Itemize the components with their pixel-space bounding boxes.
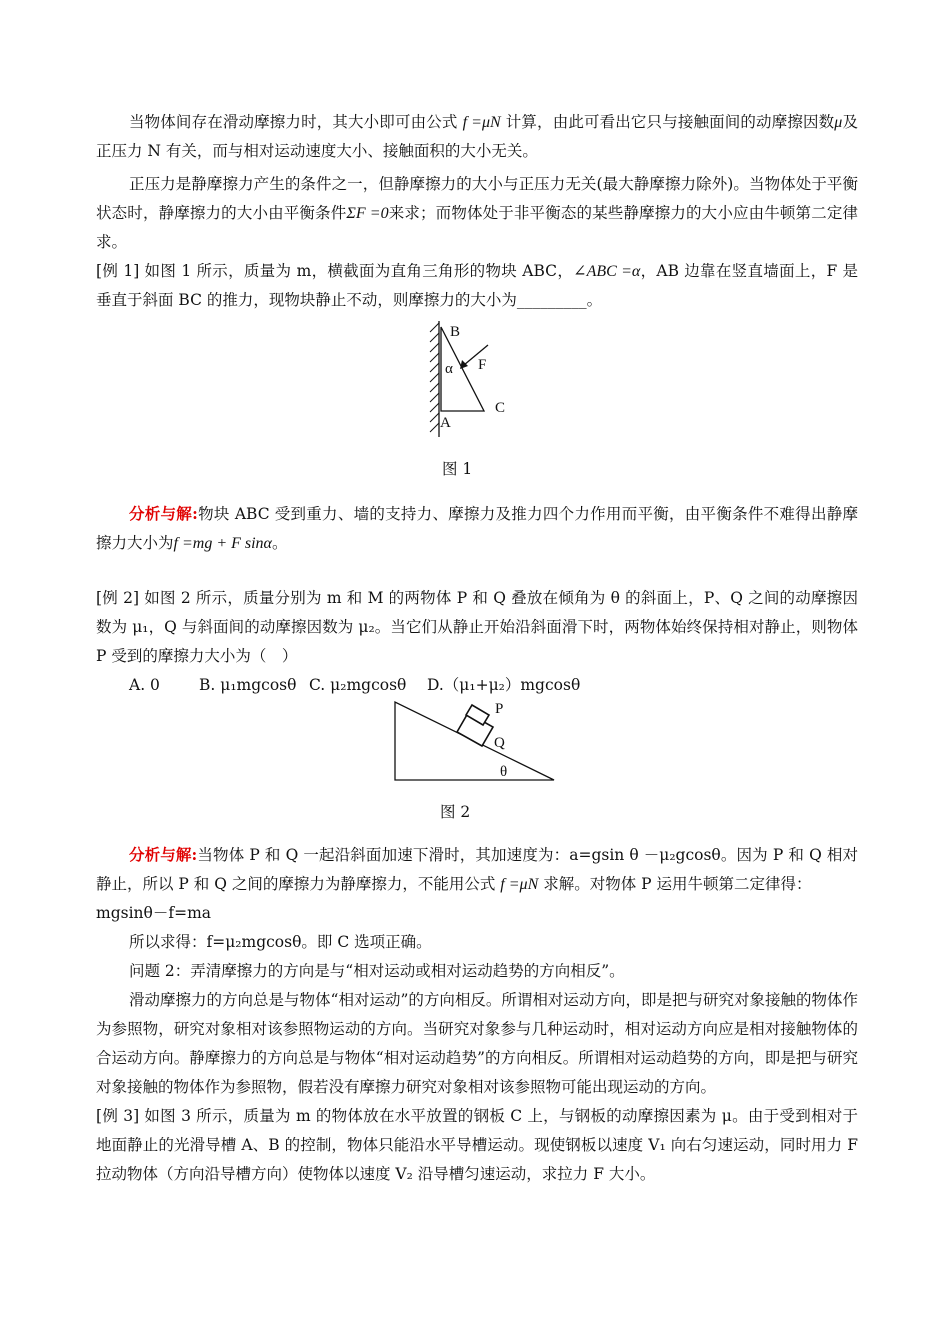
analysis-2-result: 所以求得：f=μ₂mgcosθ。即 C 选项正确。	[129, 933, 432, 951]
figure-1-diagram	[96, 315, 858, 497]
analysis-2: 分析与解:当物体 P 和 Q 一起沿斜面加速下滑时，其加速度为：a=gsin θ －μ₂gcosθ。因为 P 和 Q 相对静止，所以 P 和 Q 之间的摩擦力为静摩擦力，不能用公式 f =μN 求解。对物体 P 运用牛顿第二定律得：	[96, 845, 858, 893]
label-a: A	[440, 415, 451, 431]
figure-2-diagram	[96, 700, 858, 840]
label-f: F	[478, 357, 487, 373]
analysis-1: 分析与解:物块 ABC 受到重力、墙的支持力、摩擦力及推力四个力作用而平衡，由平衡条件不难得出静摩擦力大小为f =mg + F sinα。	[96, 504, 858, 552]
figure-1	[96, 315, 858, 497]
option-b: B. μ₁mgcosθ	[199, 676, 297, 694]
paragraph-friction-direction: 滑动摩擦力的方向总是与物体“相对运动”的方向相反。所谓相对运动方向，即是把与研究对象接触的物体作为参照物，研究对象相对该参照物运动的方向。当研究对象参与几种运动时，相对运动方向应是相对接触物体的合运动方向。静摩擦力的方向总是与物体“相对运动趋势”的方向相反。所谓相对运动趋势的方向，即是把与研究对象接触的物体作为参照物，假若没有摩擦力研究对象相对该参照物可能出现运动的方向。	[96, 991, 858, 1096]
paragraph-sliding-friction: 当物体间存在滑动摩擦力时，其大小即可由公式 f =μN 计算，由此可看出它只与接触面间的动摩擦因数μ及正压力 N 有关，而与相对运动速度大小、接触面积的大小无关。	[96, 113, 858, 160]
formula-f-mu-n-2: f =μN	[500, 876, 539, 893]
symbol-mu: μ	[834, 114, 843, 131]
label-b: B	[450, 324, 461, 340]
force-arrowhead	[460, 360, 468, 369]
label-alpha: α	[445, 361, 453, 377]
equation-newton: mgsinθ－f=ma	[96, 904, 212, 922]
analysis-label: 分析与解:	[129, 504, 198, 523]
formula-angle-abc: ∠ABC =α	[573, 263, 641, 280]
figure-1-caption: 图 1	[442, 460, 473, 478]
analysis-label-2: 分析与解:	[129, 845, 198, 864]
option-c: C. μ₂mgcosθ	[309, 676, 407, 694]
answer-options	[96, 671, 858, 700]
document-page	[96, 108, 858, 1189]
paragraph-static-friction: 正压力是静摩擦力产生的条件之一，但静摩擦力的大小与正压力无关(最大静摩擦力除外)。当物体处于平衡状态时，静摩擦力的大小由平衡条件ΣF =0来求；而物体处于非平衡态的某些静摩擦力的大小应由牛顿第二定律求。	[96, 175, 858, 251]
label-q: Q	[494, 735, 505, 751]
formula-static-friction: f =mg + F sinα	[173, 535, 272, 552]
figure-2	[96, 700, 858, 840]
wall-hatching	[430, 323, 439, 432]
option-d: D.（μ₁+μ₂）mgcosθ	[427, 676, 581, 694]
label-p: P	[495, 701, 504, 717]
example-3: [例 3] 如图 3 所示，质量为 m 的物体放在水平放置的钢板 C 上，与钢板的动摩擦因素为 μ。由于受到相对于地面静止的光滑导槽 A、B 的控制，物体只能沿水平导槽运动。现使钢板以速度 V₁ 向右匀速运动，同时用力 F 拉动物体（方向沿导槽方向）使物体以速度 V₂ 沿导槽匀速运动，求拉力 F 大小。	[96, 1107, 858, 1183]
example-2: [例 2] 如图 2 所示，质量分别为 m 和 M 的两物体 P 和 Q 叠放在倾角为 θ 的斜面上，P、Q 之间的动摩擦因数为 μ₁，Q 与斜面间的动摩擦因数为 μ₂。当它们从静止开始沿斜面滑下时，两物体始终保持相对静止，则物体 P 受到的摩擦力大小为（ ）	[96, 589, 858, 665]
option-a: A. 0	[129, 676, 160, 694]
formula-f-mu-n: f =μN	[462, 114, 501, 131]
example-1: [例 1] 如图 1 所示，质量为 m，横截面为直角三角形的物块 ABC，∠ABC =α，AB 边靠在竖直墙面上，F 是垂直于斜面 BC 的推力，现物块静止不动，则摩擦力的大小为_________。	[96, 262, 859, 309]
figure-2-caption: 图 2	[440, 803, 471, 821]
label-theta: θ	[500, 764, 508, 780]
label-c: C	[495, 400, 506, 416]
question-2: 问题 2：弄清摩擦力的方向是与“相对运动或相对运动趋势的方向相反”。	[129, 962, 625, 980]
formula-sum-f: ΣF =0	[346, 205, 389, 222]
